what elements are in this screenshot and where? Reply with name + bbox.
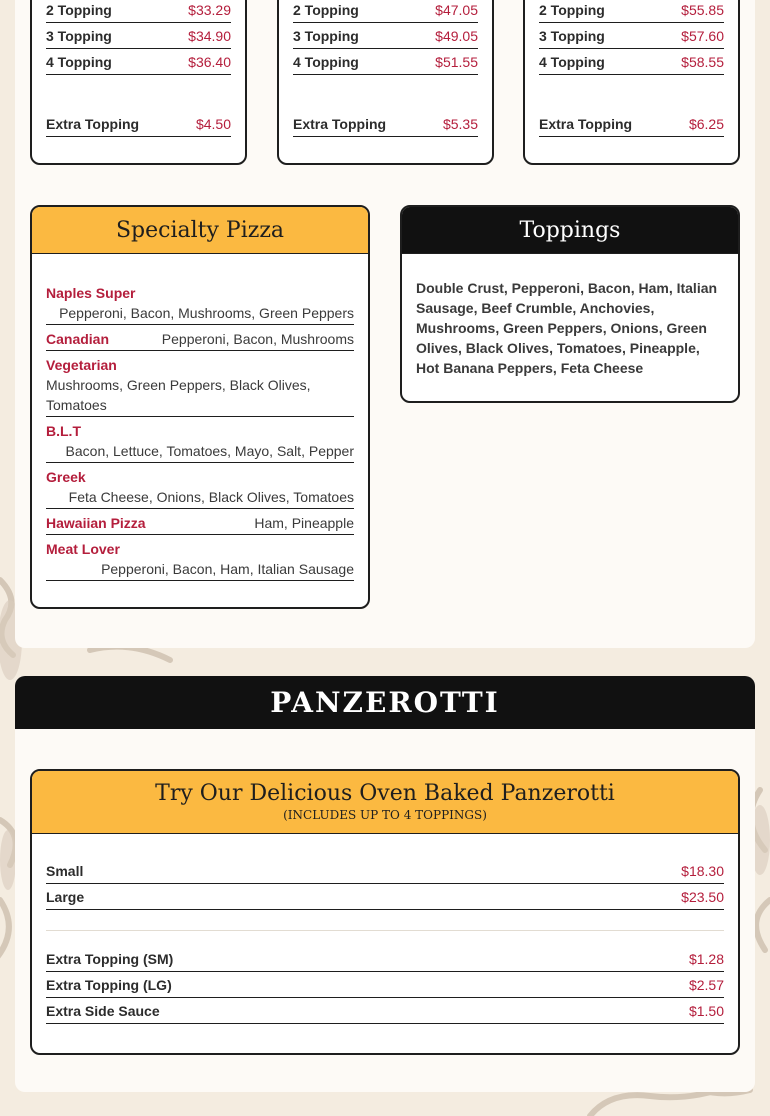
- price-row-price: $2.57: [688, 977, 724, 993]
- toppings-box: [400, 205, 740, 403]
- price-row-price: $1.28: [688, 951, 724, 967]
- price-row: [46, 976, 724, 998]
- price-row-label: 4 Topping: [539, 54, 605, 70]
- price-row: [46, 1002, 724, 1024]
- specialty-item-name: Meat Lover: [46, 541, 120, 557]
- price-row: [46, 53, 231, 75]
- price-row-label: 2 Topping: [293, 2, 359, 18]
- specialty-item-desc: Feta Cheese, Onions, Black Olives, Tomatoes: [68, 489, 354, 505]
- price-row-price: $1.50: [688, 1003, 724, 1019]
- price-row-label: 3 Topping: [46, 28, 112, 44]
- price-row: [46, 888, 724, 910]
- divider: [46, 462, 354, 463]
- specialty-item-name: B.L.T: [46, 423, 81, 439]
- price-row: [46, 862, 724, 884]
- price-row: [46, 27, 231, 49]
- price-box-2: [277, 0, 494, 165]
- price-row-price: $47.05: [435, 2, 478, 18]
- specialty-item-name: Canadian: [46, 331, 110, 347]
- price-row-price: $34.90: [188, 28, 231, 44]
- divider: [46, 534, 354, 535]
- specialty-item-desc: Ham, Pineapple: [254, 515, 354, 531]
- toppings-title: Toppings: [402, 207, 738, 254]
- panzerotti-section-title: PANZEROTTI: [15, 676, 755, 729]
- price-row-label: 4 Topping: [293, 54, 359, 70]
- divider: [46, 580, 354, 581]
- price-row-price: $57.60: [681, 28, 724, 44]
- price-row-label: Extra Topping (LG): [46, 977, 172, 993]
- price-row: [539, 1, 724, 23]
- price-row-label: Extra Side Sauce: [46, 1003, 160, 1019]
- specialty-item-desc: Mushrooms, Green Peppers, Black Olives, Tomatoes: [46, 377, 311, 413]
- extra-topping-row: [293, 115, 478, 137]
- price-row: [539, 53, 724, 75]
- price-row-price: $55.85: [681, 2, 724, 18]
- price-row-label: 3 Topping: [539, 28, 605, 44]
- specialty-item-name: Naples Super: [46, 285, 136, 301]
- price-row-price: $33.29: [188, 2, 231, 18]
- specialty-item-desc: Pepperoni, Bacon, Mushrooms: [161, 331, 354, 347]
- price-row: [46, 1, 231, 23]
- price-row-price: $23.50: [681, 889, 724, 905]
- panzerotti-box-header: [32, 771, 738, 834]
- price-row-label: 2 Topping: [539, 2, 605, 18]
- divider: [46, 508, 354, 509]
- pizza-panel: [15, 0, 755, 648]
- price-row-label: 2 Topping: [46, 2, 112, 18]
- specialty-item-desc: Pepperoni, Bacon, Ham, Italian Sausage: [101, 561, 354, 577]
- price-row-label: 4 Topping: [46, 54, 112, 70]
- price-row: [293, 53, 478, 75]
- price-row-label: 3 Topping: [293, 28, 359, 44]
- price-row-label: Extra Topping (SM): [46, 951, 174, 967]
- price-row-price: $5.35: [442, 116, 478, 132]
- price-row-price: $58.55: [681, 54, 724, 70]
- price-box-1: [30, 0, 247, 165]
- specialty-item-name: Hawaiian Pizza: [46, 515, 146, 531]
- specialty-pizza-box: [30, 205, 370, 609]
- specialty-pizza-title: Specialty Pizza: [32, 207, 368, 254]
- price-row: [293, 27, 478, 49]
- extra-topping-row: [539, 115, 724, 137]
- price-row-price: $49.05: [435, 28, 478, 44]
- price-row-label: Extra Topping: [539, 116, 633, 132]
- divider: [46, 416, 354, 417]
- price-box-3: [523, 0, 740, 165]
- price-row-label: Extra Topping: [46, 116, 140, 132]
- price-row: [293, 1, 478, 23]
- specialty-item-desc: Bacon, Lettuce, Tomatoes, Mayo, Salt, Pepper: [65, 443, 354, 459]
- price-row-label: Large: [46, 889, 85, 905]
- price-row-price: $36.40: [188, 54, 231, 70]
- panzerotti-box: [30, 769, 740, 1055]
- panzerotti-panel: [15, 676, 755, 1092]
- panzerotti-box-title: Try Our Delicious Oven Baked Panzerotti: [155, 781, 615, 806]
- panzerotti-box-subtitle: (INCLUDES UP TO 4 TOPPINGS): [283, 808, 487, 822]
- price-row-price: $6.25: [688, 116, 724, 132]
- price-row: [46, 950, 724, 972]
- price-row-price: $51.55: [435, 54, 478, 70]
- specialty-item-name: Greek: [46, 469, 86, 485]
- price-row-label: Small: [46, 863, 84, 879]
- price-row-label: Extra Topping: [293, 116, 387, 132]
- divider: [46, 350, 354, 351]
- divider: [46, 930, 724, 931]
- toppings-list: Double Crust, Pepperoni, Bacon, Ham, Italian Sausage, Beef Crumble, Anchovies, Mushrooms, Green Peppers, Onions, Green Olives, Black Olives, Tomatoes, Pineapple, Hot Banana Peppers, Feta Cheese: [416, 280, 718, 376]
- price-row: [539, 27, 724, 49]
- divider: [46, 324, 354, 325]
- specialty-item-name: Vegetarian: [46, 357, 117, 373]
- price-row-price: $18.30: [681, 863, 724, 879]
- specialty-item-desc: Pepperoni, Bacon, Mushrooms, Green Peppers: [59, 305, 354, 321]
- price-row-price: $4.50: [195, 116, 231, 132]
- extra-topping-row: [46, 115, 231, 137]
